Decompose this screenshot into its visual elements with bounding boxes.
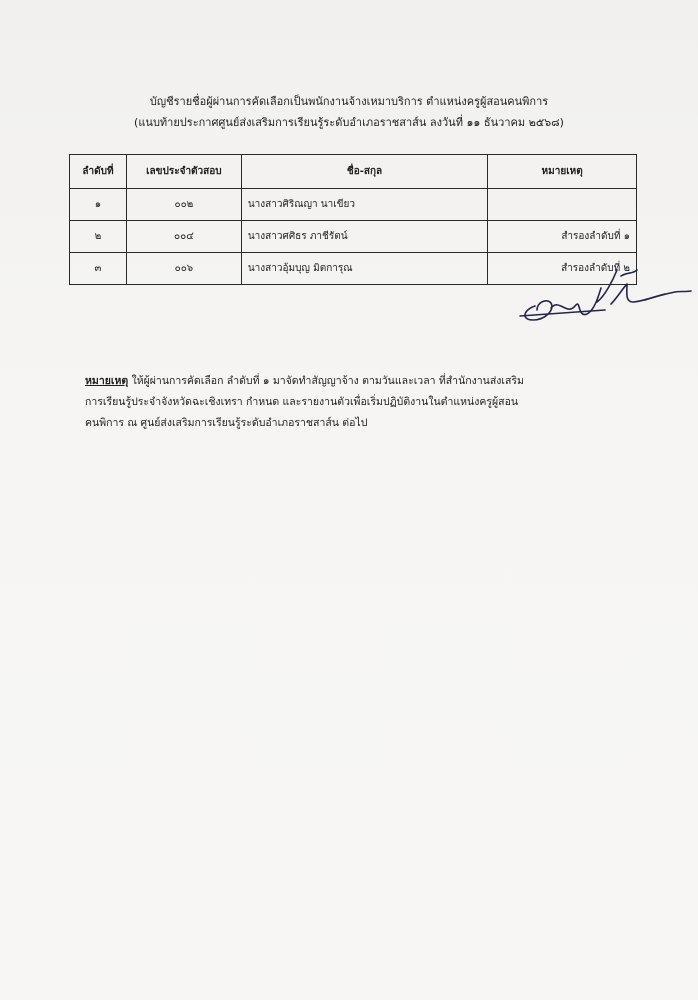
column-header-exam-id: เลขประจำตัวสอบ [126, 155, 241, 189]
table-row [70, 221, 637, 253]
column-header-note: หมายเหตุ [488, 155, 637, 189]
cell-order: ๑ [70, 189, 127, 221]
cell-exam-id: ๐๐๖ [126, 253, 241, 285]
cell-order: ๓ [70, 253, 127, 285]
document-subtitle: (แนบท้ายประกาศศูนย์ส่งเสริมการเรียนรู้ระดับอำเภอราชสาส์น ลงวันที่ ๑๑ ธันวาคม ๒๕๖๘) [134, 116, 564, 129]
table-row [70, 189, 637, 221]
cell-exam-id: ๐๐๔ [126, 221, 241, 253]
document-title: บัญชีรายชื่อผู้ผ่านการคัดเลือกเป็นพนักงานจ้างเหมาบริการ ตำแหน่งครูผู้สอนคนพิการ [149, 95, 549, 108]
remark-line-1: ให้ผู้ผ่านการคัดเลือก ลำดับที่ ๑ มาจัดทำสัญญาจ้าง ตามวันและเวลา ที่สำนักงานส่งเสริม [128, 375, 524, 387]
cell-exam-id: ๐๐๒ [126, 189, 241, 221]
cell-note: สำรองลำดับที่ ๑ [488, 221, 637, 253]
remark-label: หมายเหตุ [85, 375, 129, 387]
cell-note: สำรองลำดับที่ ๒ [488, 253, 637, 285]
table-header-row [70, 155, 637, 189]
cell-note [488, 189, 637, 221]
cell-order: ๒ [70, 221, 127, 253]
cell-name: นางสาวศิริณญา นาเขียว [241, 189, 487, 221]
cell-name: นางสาวอุ้มบุญ มิตการุณ [241, 253, 487, 285]
cell-name: นางสาวศศิธร ภาชีรัตน์ [241, 221, 487, 253]
remark-section [85, 371, 645, 434]
column-header-order: ลำดับที่ [70, 155, 127, 189]
remark-line-3: คนพิการ ณ ศูนย์ส่งเสริมการเรียนรู้ระดับอำเภอราชสาส์น ต่อไป [85, 417, 368, 429]
handwritten-signature [515, 258, 695, 328]
remark-line-2: การเรียนรู้ประจำจังหวัดฉะเชิงเทรา กำหนด และรายงานตัวเพื่อเริ่มปฏิบัติงานในตำแหน่งครูผู้สอน [85, 396, 519, 408]
column-header-name: ชื่อ-สกุล [241, 155, 487, 189]
